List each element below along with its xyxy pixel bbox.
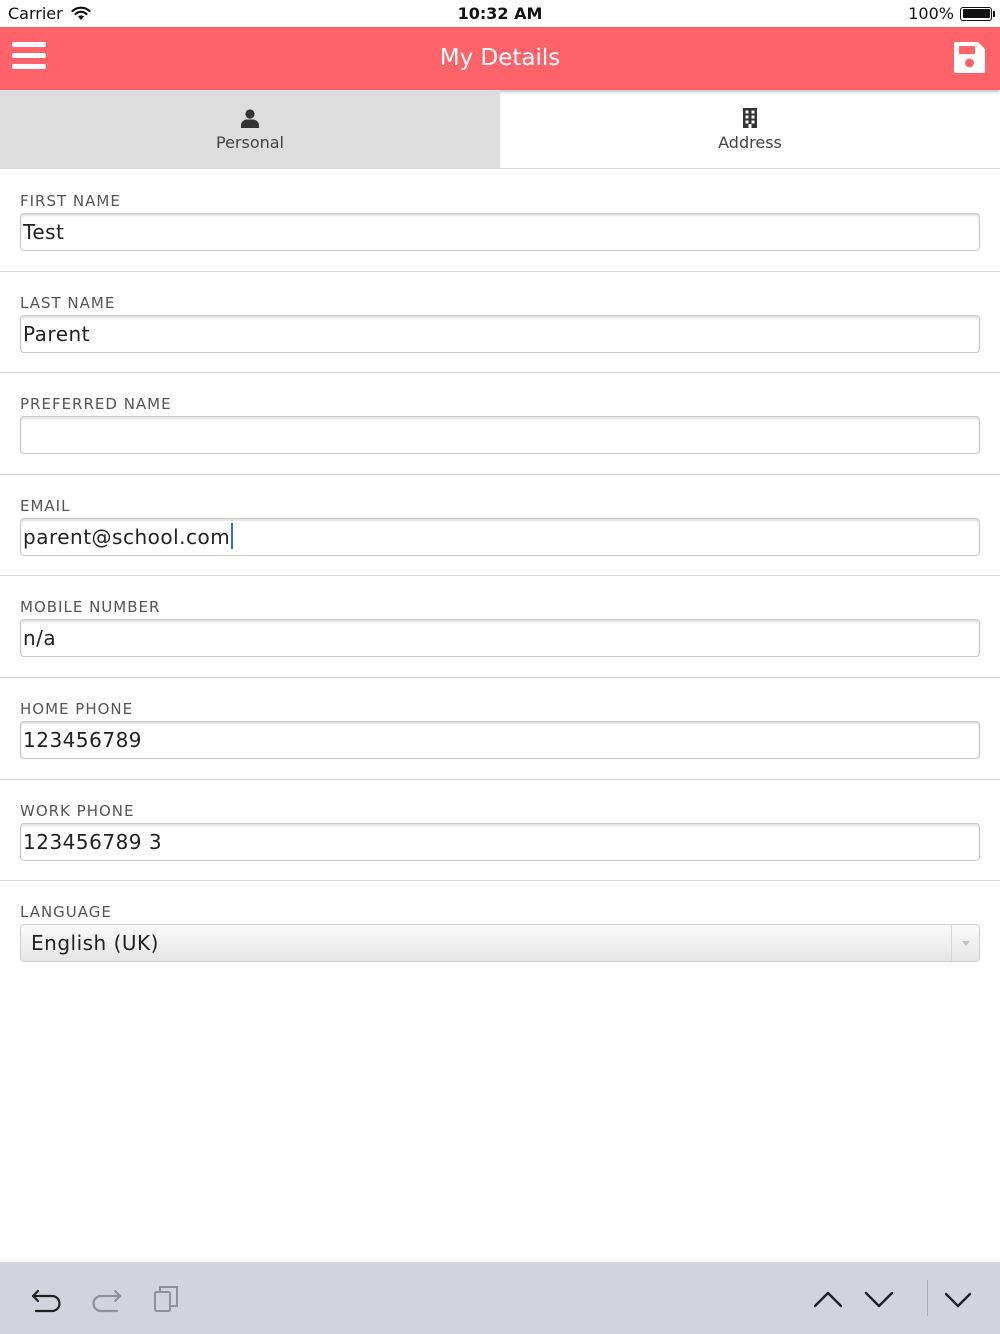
preferred-name-label: PREFERRED NAME — [20, 395, 172, 414]
page-title: My Details — [439, 45, 561, 71]
home-phone-row — [0, 678, 1000, 780]
accessory-divider — [927, 1280, 928, 1316]
preferred-name-input[interactable] — [20, 416, 980, 454]
language-select[interactable] — [20, 924, 980, 962]
battery-percent: 100% — [908, 4, 954, 23]
paste-icon[interactable] — [150, 1282, 184, 1316]
first-name-row — [0, 170, 1000, 272]
person-icon — [241, 109, 259, 128]
building-icon — [742, 108, 758, 128]
last-name-label: LAST NAME — [20, 293, 116, 312]
email-input[interactable] — [20, 518, 980, 556]
first-name-label: FIRST NAME — [20, 192, 121, 210]
previous-field-icon[interactable] — [811, 1282, 845, 1316]
last-name-input[interactable]: Parent — [20, 315, 980, 353]
redo-icon[interactable] — [89, 1282, 123, 1316]
carrier-label: Carrier — [8, 4, 63, 23]
preferred-name-row — [0, 373, 1000, 475]
last-name-row — [0, 272, 1000, 374]
undo-icon[interactable] — [30, 1282, 64, 1316]
email-row — [0, 475, 1000, 577]
dismiss-keyboard-icon[interactable] — [941, 1282, 975, 1316]
work-phone-row — [0, 780, 1000, 882]
tab-address-label: Address — [718, 133, 782, 152]
work-phone-input[interactable]: 123456789 3 — [20, 823, 980, 861]
battery-icon — [960, 7, 992, 21]
mobile-number-input[interactable]: n/a — [20, 619, 980, 657]
work-phone-label: WORK PHONE — [20, 801, 135, 820]
details-form — [0, 170, 1000, 983]
tab-personal[interactable] — [0, 90, 500, 168]
first-name-input[interactable]: Test — [20, 213, 980, 251]
status-bar — [0, 0, 1000, 27]
language-label: LANGUAGE — [20, 903, 112, 922]
dropdown-arrow — [951, 925, 979, 961]
tab-bar — [0, 90, 1000, 169]
mobile-number-label: MOBILE NUMBER — [20, 598, 161, 617]
home-phone-label: HOME PHONE — [20, 699, 134, 718]
status-time: 10:32 AM — [457, 4, 543, 23]
tab-personal-label: Personal — [215, 133, 284, 152]
next-field-icon[interactable] — [862, 1282, 896, 1316]
language-value: English (UK) — [31, 931, 159, 956]
tab-address[interactable] — [500, 90, 1000, 168]
language-row — [0, 881, 1000, 983]
text-caret — [231, 523, 233, 549]
chevron-down-icon — [961, 940, 971, 947]
email-value: parent@school.com — [23, 524, 231, 549]
keyboard-accessory-bar — [0, 1262, 1000, 1334]
mobile-number-row — [0, 576, 1000, 678]
home-phone-input[interactable]: 123456789 — [20, 721, 980, 759]
nav-bar — [0, 27, 1000, 90]
floppy-disk-icon[interactable] — [953, 41, 986, 74]
email-label: EMAIL — [20, 496, 71, 515]
battery-group — [908, 4, 992, 23]
